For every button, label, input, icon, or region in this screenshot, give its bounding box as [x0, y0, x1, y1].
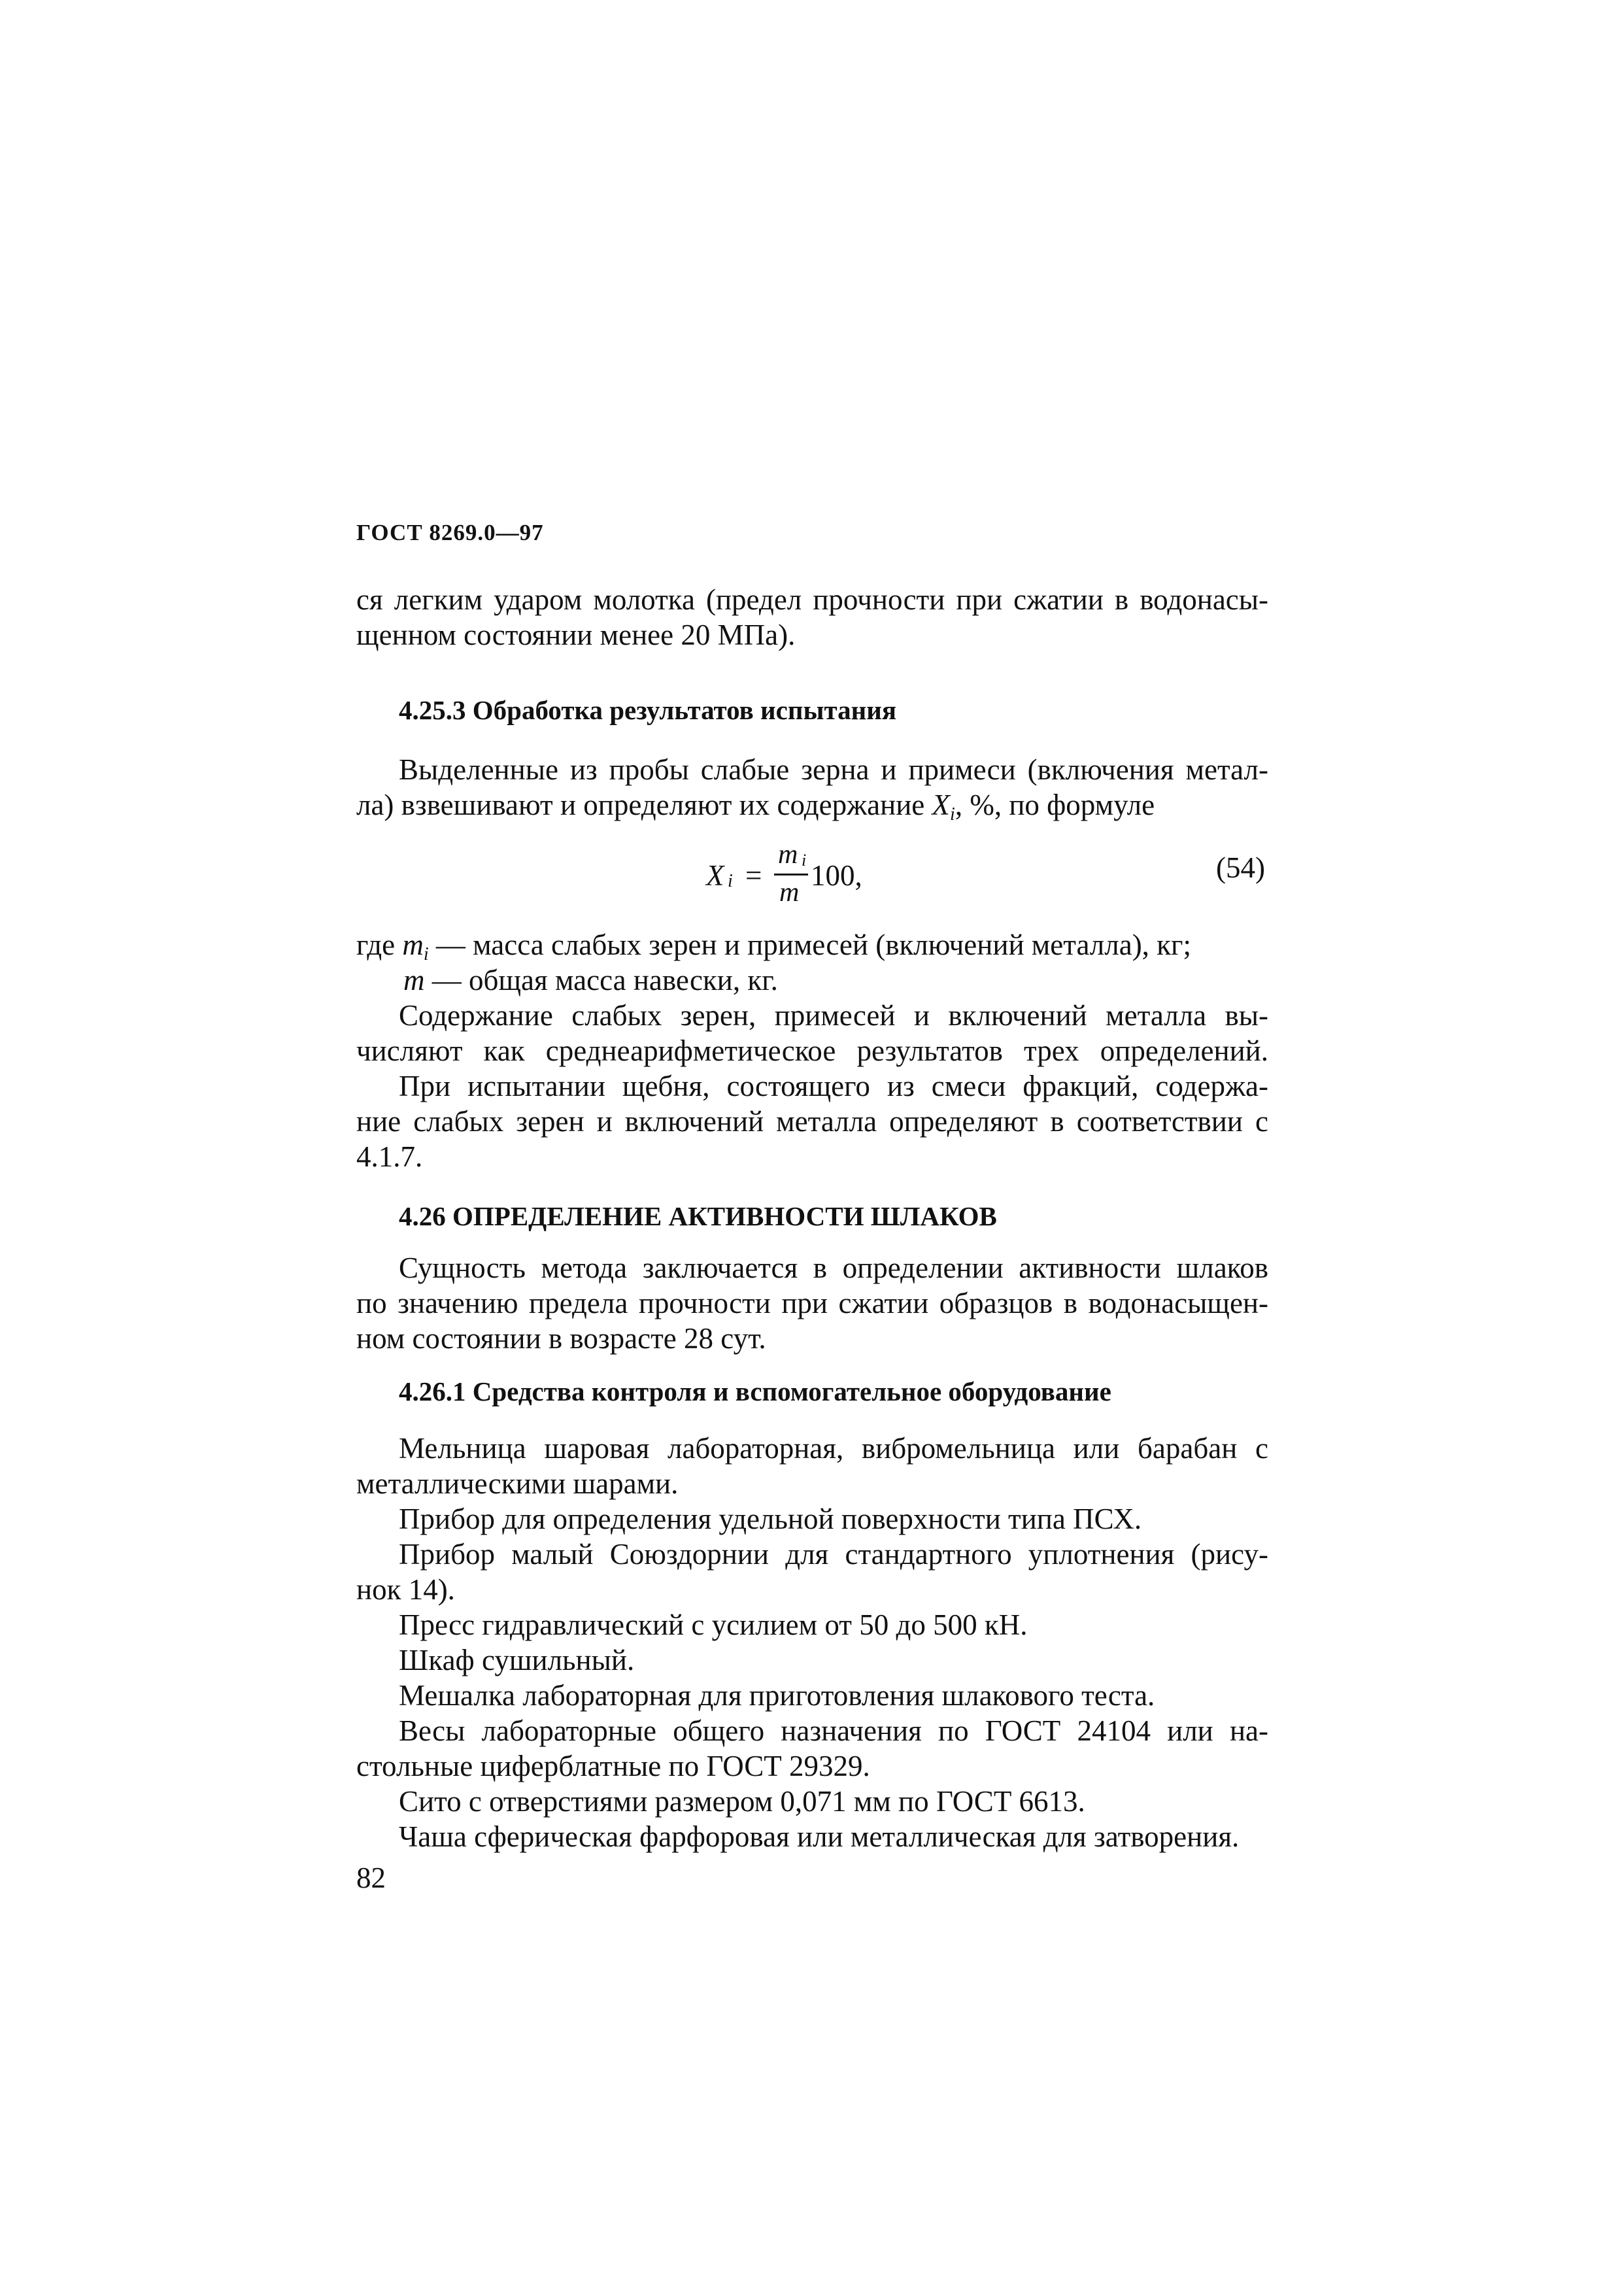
list-item-line: Мешалка лабораторная для приготовления шлакового теста. — [399, 1679, 1155, 1712]
section-heading-4-26-1: 4.26.1 Средства контроля и вспомогательное оборудование — [399, 1376, 1111, 1406]
intro-paragraph — [356, 582, 1268, 653]
list-item-line: Сито с отверстиями размером 0,071 мм по ГОСТ 6613. — [399, 1785, 1085, 1818]
text-line: ном состоянии в возрасте 28 сут. — [356, 1322, 766, 1355]
text-line: ся легким ударом молотка (предел прочности при сжатии в водонасы- — [356, 583, 1268, 616]
variable-definitions — [356, 927, 1268, 998]
list-item-line: Весы лабораторные общего назначения по ГОСТ 24104 или на- — [399, 1714, 1268, 1747]
page-number: 82 — [356, 1862, 386, 1894]
list-item-line: Чаша сферическая фарфоровая или металлическая для затворения. — [399, 1820, 1240, 1853]
text-line: Содержание слабых зерен, примесей и включений металла вы- — [399, 999, 1268, 1032]
text-line: 4.1.7. — [356, 1140, 423, 1173]
definition-line: m — общая масса навески, кг. — [403, 964, 778, 996]
section-heading-4-26: 4.26 ОПРЕДЕЛЕНИЕ АКТИВНОСТИ ШЛАКОВ — [399, 1201, 997, 1231]
list-item-line: Шкаф сушильный. — [399, 1644, 635, 1676]
list-item-line: Прибор малый Союздорнии для стандартного уплотнения (рису- — [399, 1538, 1268, 1571]
formula-54: X i = m i m 100, — [706, 840, 862, 908]
text-line: При испытании щебня, состоящего из смеси фракций, содержа- — [399, 1070, 1268, 1102]
equation-number: (54) — [1216, 851, 1265, 884]
section-heading-4-25-3: 4.25.3 Обработка результатов испытания — [399, 695, 897, 725]
text-line: ние слабых зерен и включений металла определяют в соответствии с — [356, 1105, 1268, 1138]
text-line: ла) взвешивают и определяют их содержание $X_i$, %, по формуле — [356, 789, 1155, 824]
list-item-line: Пресс гидравлический с усилием от 50 до 500 кН. — [399, 1608, 1028, 1641]
paragraph-average — [356, 998, 1268, 1068]
equipment-list — [356, 1431, 1268, 1854]
definition-line: где $m_i$ — масса слабых зерен и примесей (включений металла), кг; — [356, 928, 1191, 964]
list-item-line: Прибор для определения удельной поверхности типа ПСХ. — [399, 1503, 1142, 1535]
running-header: ГОСТ 8269.0—97 — [356, 520, 544, 545]
text-line: Выделенные из пробы слабые зерна и примеси (включения метал- — [399, 753, 1268, 786]
text-line: Сущность метода заключается в определении активности шлаков — [399, 1251, 1268, 1284]
text-line: по значению предела прочности при сжатии образцов в водонасыщен- — [356, 1287, 1268, 1319]
paragraph-method-essence — [356, 1250, 1268, 1356]
list-item-line: металлическими шарами. — [356, 1467, 679, 1500]
list-item-line: Мельница шаровая лабораторная, вибромельница или барабан с — [399, 1432, 1268, 1465]
text-line: щенном состоянии менее 20 МПа). — [356, 619, 796, 651]
paragraph-weak-grains — [356, 752, 1268, 823]
list-item-line: стольные циферблатные по ГОСТ 29329. — [356, 1750, 870, 1782]
list-item-line: нок 14). — [356, 1573, 455, 1606]
paragraph-mixture — [356, 1068, 1268, 1174]
text-line: числяют как среднеарифметическое результатов трех определений. — [356, 1034, 1268, 1067]
